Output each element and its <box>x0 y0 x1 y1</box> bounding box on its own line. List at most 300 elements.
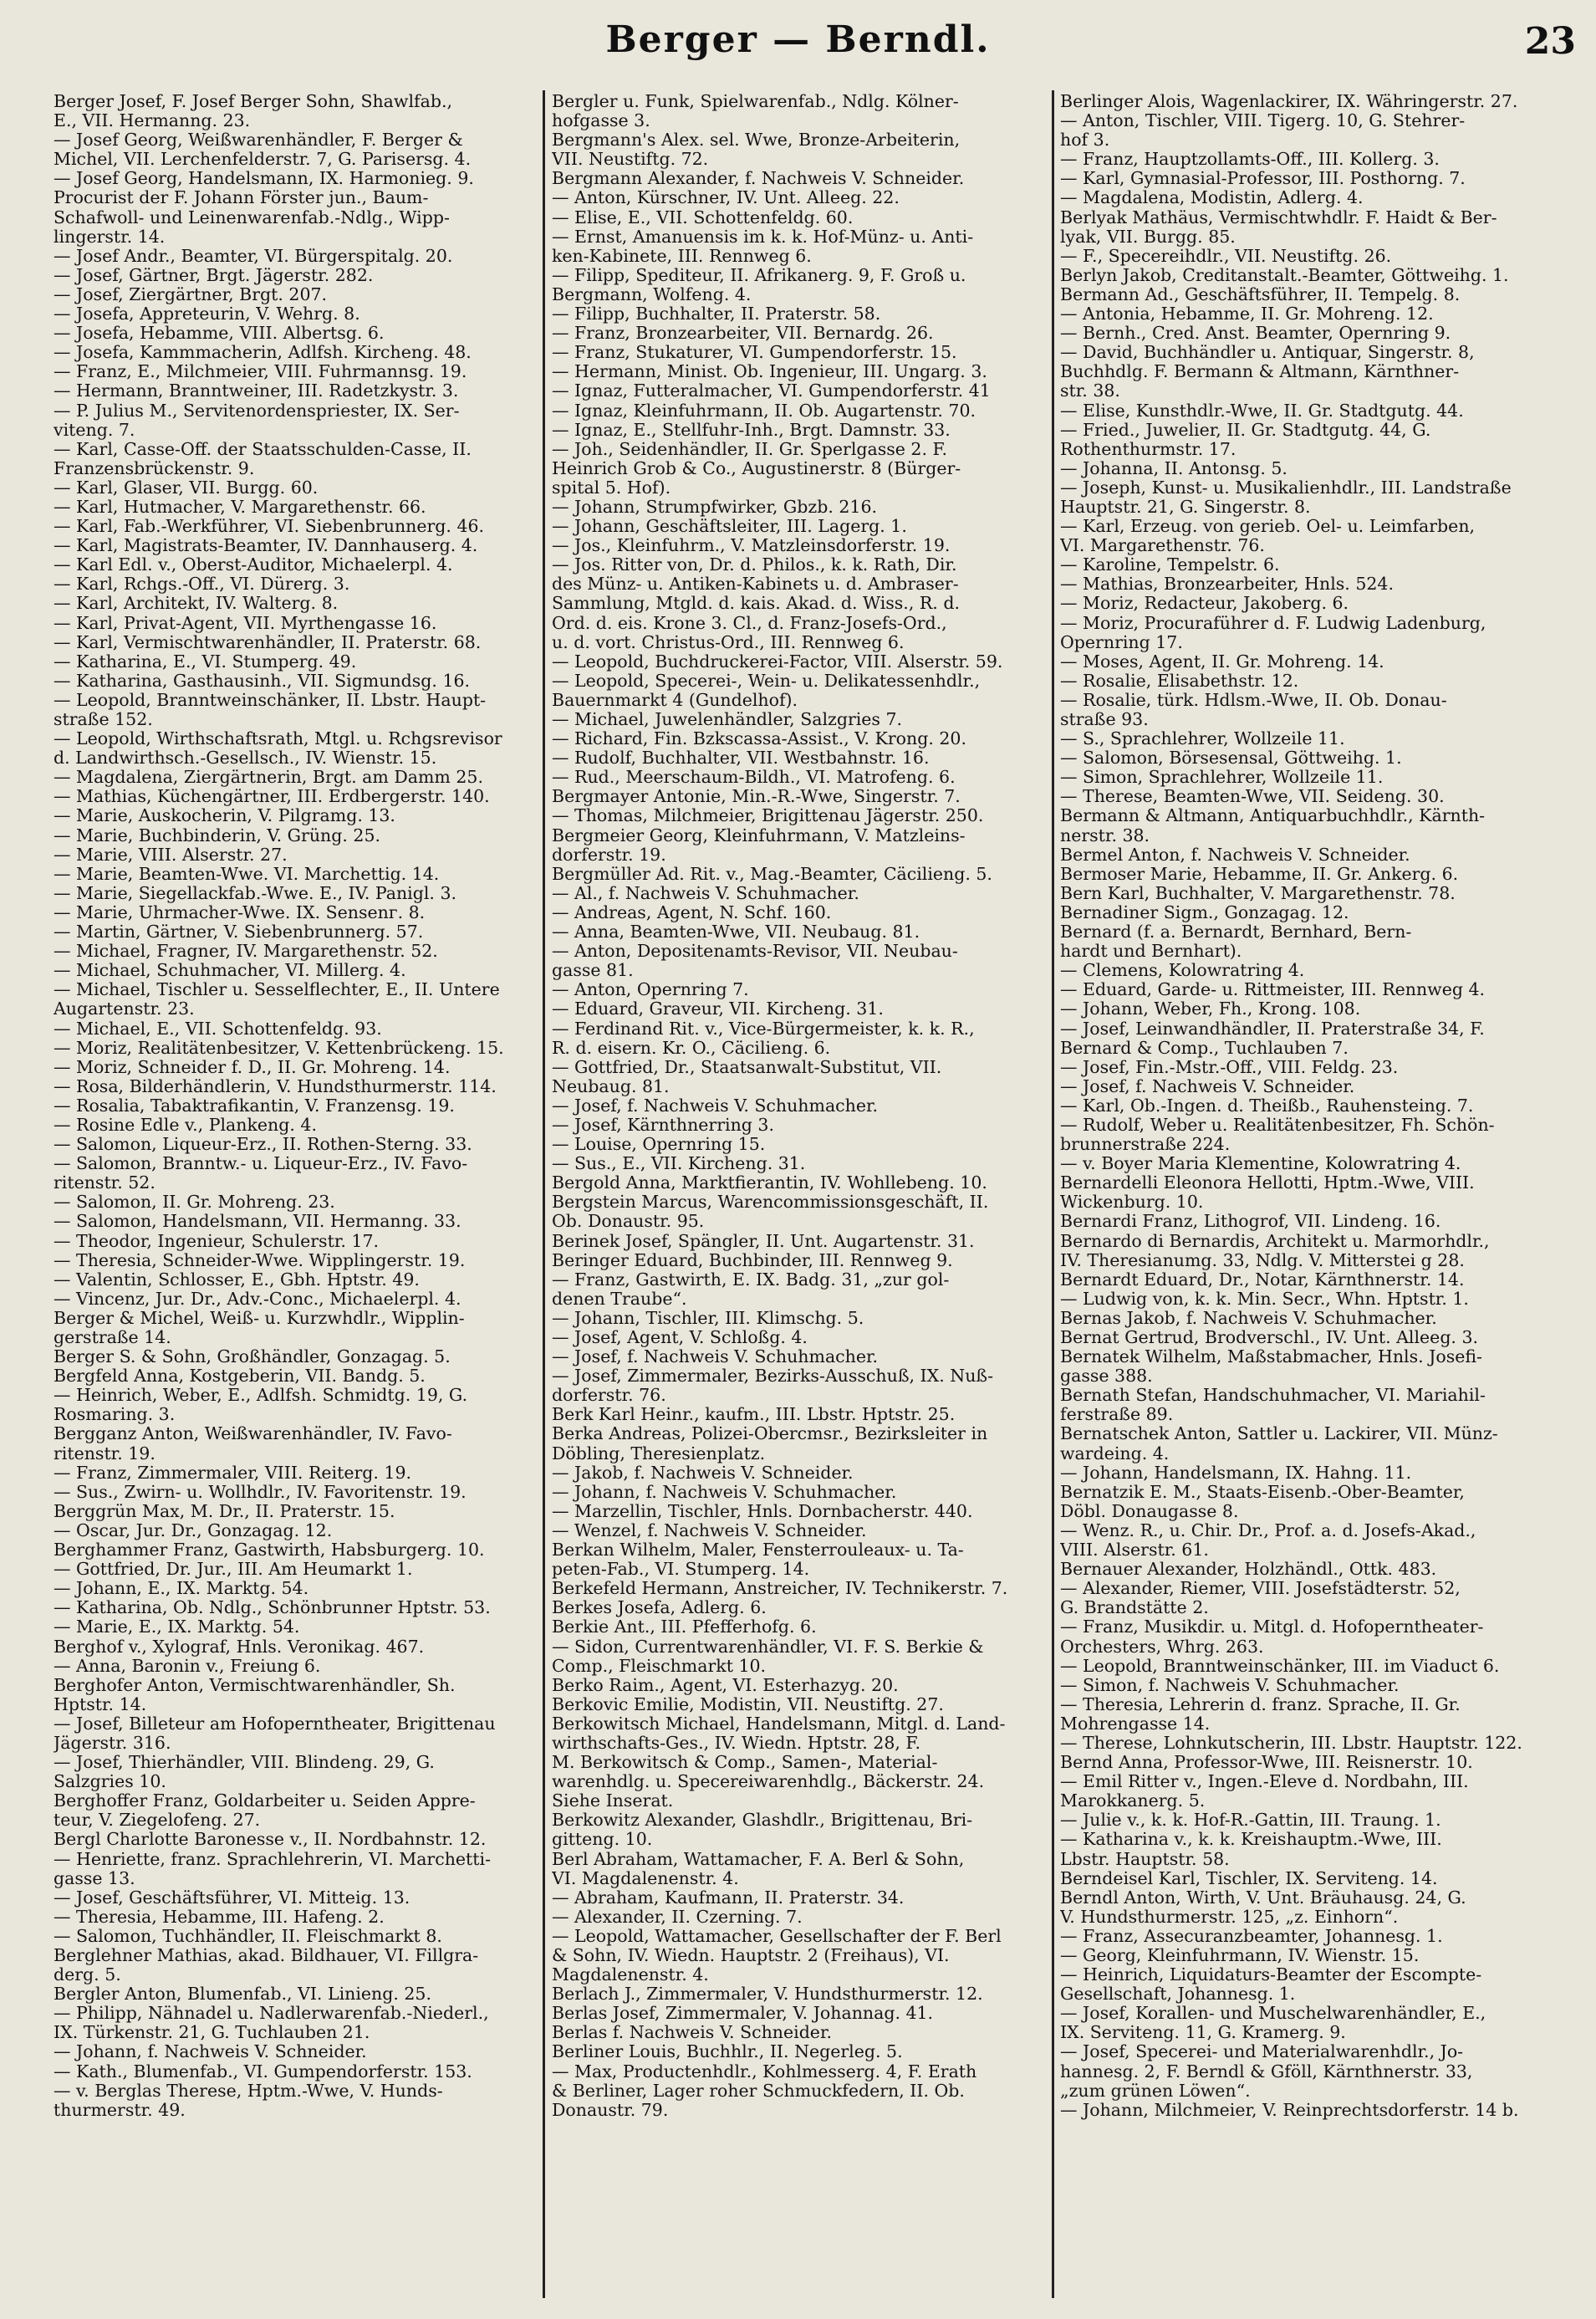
entry-line: — Karl, Gymnasial-Professor, III. Posthorng. 7. <box>1060 169 1466 189</box>
entry-line: Bergfeld Anna, Kostgeberin, VII. Bandg. 5. <box>54 1366 426 1387</box>
entry-line: Sammlung, Mtgld. d. kais. Akad. d. Wiss., R. d. <box>552 594 960 614</box>
entry-line: Berndl Anton, Wirth, V. Unt. Bräuhausg. 24, G. <box>1060 1887 1466 1908</box>
entry-line: Comp., Fleischmarkt 10. <box>552 1656 767 1676</box>
entry-line: — Josef Georg, Handelsmann, IX. Harmonieg. 9. <box>54 169 474 189</box>
entry-line: Bermann Ad., Geschäftsführer, II. Tempelg. 8. <box>1060 284 1461 304</box>
entry-line: Bernard (f. a. Bernardt, Bernhard, Bern- <box>1060 922 1412 942</box>
entry-line: — Jos. Ritter von, Dr. d. Philos., k. k. Rath, Dir. <box>552 555 957 575</box>
column-right <box>1060 92 1553 2308</box>
entry-line: — Josef, f. Nachweis V. Schuhmacher. <box>552 1347 879 1367</box>
entry-line: Berghofer Anton, Vermischtwarenhändler, Sh. <box>54 1675 456 1695</box>
entry-line: — Heinrich, Weber, E., Adlfsh. Schmidtg. 19, G. <box>54 1386 468 1406</box>
entry-line: — Georg, Kleinfuhrmann, IV. Wienstr. 15. <box>1060 1946 1420 1965</box>
entry-line: IX. Serviteng. 11, G. Kramerg. 9. <box>1060 2023 1346 2043</box>
entry-line: — Katharina, Ob. Ndlg., Schönbrunner Hptstr. 53. <box>54 1598 491 1618</box>
entry-line: Bergmüller Ad. Rit. v., Mag.-Beamter, Cäcilieng. 5. <box>552 864 992 884</box>
entry-line: — Ignaz, Futteralmacher, VI. Gumpendorferstr. 41 <box>552 381 991 401</box>
entry-line: R. d. eisern. Kr. O., Cäcilieng. 6. <box>552 1038 831 1058</box>
page-header <box>0 18 1596 69</box>
entry-line: — S., Sprachlehrer, Wollzeile 11. <box>1060 729 1345 749</box>
entry-line: viteng. 7. <box>54 420 135 440</box>
entry-line: Salzgries 10. <box>54 1772 166 1792</box>
entry-line: — Marie, VIII. Alserstr. 27. <box>54 845 288 865</box>
entry-line: — Alexander, Riemer, VIII. Josefstädterstr. 52, <box>1060 1579 1461 1599</box>
entry-line: G. Brandstätte 2. <box>1060 1598 1209 1618</box>
entry-line: — Salomon, Börsesensal, Göttweihg. 1. <box>1060 748 1402 769</box>
column-middle <box>552 92 1049 2308</box>
entry-line: Berlach J., Zimmermaler, V. Hundsthurmerstr. 12. <box>552 1984 983 2005</box>
entry-line: — Anton, Depositenamts-Revisor, VII. Neubau- <box>552 942 958 962</box>
entry-line: — Josef, Geschäftsführer, VI. Mitteig. 13. <box>54 1887 410 1908</box>
entry-line: — Moriz, Redacteur, Jakoberg. 6. <box>1060 594 1349 614</box>
entry-line: — Anton, Kürschner, IV. Unt. Alleeg. 22. <box>552 188 900 208</box>
entry-line: — Josef, Kärnthnerring 3. <box>552 1115 774 1135</box>
entry-line: — Franz, Hauptzollamts-Off., III. Kollerg. 3. <box>1060 150 1440 170</box>
entry-line: — Josef, Gärtner, Brgt. Jägerstr. 282. <box>54 265 374 285</box>
entry-line: — Louise, Opernring 15. <box>552 1135 766 1155</box>
entry-line: VII. Neustiftg. 72. <box>552 150 709 170</box>
entry-line: gasse 388. <box>1060 1366 1153 1387</box>
entry-line: — Johann, Geschäftsleiter, III. Lagerg. 1. <box>552 517 907 537</box>
entry-line: Bergler Anton, Blumenfab., VI. Linieng. 25. <box>54 1984 431 2005</box>
entry-line: Döbl. Donaugasse 8. <box>1060 1501 1239 1521</box>
entry-line: Michel, VII. Lerchenfelderstr. 7, G. Parisersg. 4. <box>54 150 472 170</box>
entry-line: — Moriz, Procuraführer d. F. Ludwig Ladenburg, <box>1060 613 1486 633</box>
entry-line: — Simon, Sprachlehrer, Wollzeile 11. <box>1060 768 1384 788</box>
entry-line: — Josef, Zimmermaler, Bezirks-Ausschuß, IX. Nuß- <box>552 1366 994 1387</box>
entry-line: — Oscar, Jur. Dr., Gonzagag. 12. <box>54 1520 333 1540</box>
entry-line: Berkes Josefa, Adlerg. 6. <box>552 1598 767 1618</box>
entry-line: — Karl, Fab.-Werkführer, VI. Siebenbrunnerg. 46. <box>54 517 485 537</box>
entry-line: — Leopold, Wirthschaftsrath, Mtgl. u. Rchgsrevisor <box>54 729 502 749</box>
entry-line: — Al., f. Nachweis V. Schuhmacher. <box>552 883 859 903</box>
entry-line: Rosmaring. 3. <box>54 1405 176 1425</box>
entry-line: — Josef, f. Nachweis V. Schuhmacher. <box>552 1096 879 1116</box>
entry-line: — Josefa, Appreteurin, V. Wehrg. 8. <box>54 304 360 324</box>
entry-line: ritenstr. 52. <box>54 1173 156 1193</box>
entry-line: Ob. Donaustr. 95. <box>552 1212 705 1232</box>
entry-line: — Theresia, Lehrerin d. franz. Sprache, II. Gr. <box>1060 1694 1461 1714</box>
entry-line: — Karl, Vermischtwarenhändler, II. Praterstr. 68. <box>54 632 482 652</box>
entry-line: Bernardo di Bernardis, Architekt u. Marmorhdlr., <box>1060 1231 1490 1251</box>
entry-line: — Johanna, II. Antonsg. 5. <box>1060 458 1288 478</box>
entry-line: — Gottfried, Dr., Staatsanwalt-Substitut, VII. <box>552 1057 942 1077</box>
entry-line: peten-Fab., VI. Stumperg. 14. <box>552 1560 810 1580</box>
entry-line: Jägerstr. 316. <box>54 1733 171 1753</box>
entry-line: Neubaug. 81. <box>552 1076 670 1096</box>
entry-line: — Gottfried, Dr. Jur., III. Am Heumarkt 1. <box>54 1560 413 1580</box>
column-divider <box>543 90 545 2298</box>
entry-line: — Ignaz, Kleinfuhrmann, II. Ob. Augartenstr. 70. <box>552 401 976 421</box>
entry-line: Berger & Michel, Weiß- u. Kurzwhdlr., Wipplin- <box>54 1308 465 1328</box>
entry-line: Berinek Josef, Spängler, II. Unt. Augartenstr. 31. <box>552 1231 975 1251</box>
entry-line: Hptstr. 14. <box>54 1694 147 1714</box>
entry-line: — Karl Edl. v., Oberst-Auditor, Michaelerpl. 4. <box>54 555 453 575</box>
entry-line: — Karl, Architekt, IV. Walterg. 8. <box>54 594 339 614</box>
entry-line: — Salomon, II. Gr. Mohreng. 23. <box>54 1193 335 1213</box>
entry-line: — Moriz, Realitätenbesitzer, V. Kettenbrückeng. 15. <box>54 1038 504 1058</box>
entry-line: — Franz, Musikdir. u. Mitgl. d. Hofoperntheater- <box>1060 1617 1484 1637</box>
entry-line: — Andreas, Agent, N. Schf. 160. <box>552 902 832 922</box>
entry-line: Berggrün Max, M. Dr., II. Praterstr. 15. <box>54 1501 395 1521</box>
entry-line: Bauernmarkt 4 (Gundelhof). <box>552 690 798 710</box>
entry-line: Bernath Stefan, Handschuhmacher, VI. Mariahil- <box>1060 1386 1486 1406</box>
entry-line: — Rudolf, Weber u. Realitätenbesitzer, Fh. Schön- <box>1060 1115 1495 1135</box>
entry-line: ritenstr. 19. <box>54 1443 156 1463</box>
entry-line: hardt und Bernhart). <box>1060 942 1242 962</box>
entry-line: — Kath., Blumenfab., VI. Gumpendorferstr. 153. <box>54 2061 472 2081</box>
entry-line: — Katharina, E., VI. Stumperg. 49. <box>54 651 357 672</box>
entry-line: Berliner Louis, Buchhlr., II. Negerleg. 5. <box>552 2042 903 2062</box>
entry-line: — Eduard, Garde- u. Rittmeister, III. Rennweg 4. <box>1060 980 1486 1000</box>
entry-line: — Michael, Tischler u. Sesselflechter, E., II. Untere <box>54 980 500 1000</box>
entry-line: — Karl, Casse-Off. der Staatsschulden-Casse, II. <box>54 439 472 459</box>
entry-line: straße 152. <box>54 710 153 729</box>
entry-line: Berlas f. Nachweis V. Schneider. <box>552 2023 833 2043</box>
entry-line: — David, Buchhändler u. Antiquar, Singerstr. 8, <box>1060 343 1475 363</box>
entry-line: — Marie, Beamten-Wwe. VI. Marchettig. 14. <box>54 864 440 884</box>
running-title: Berger — Berndl. <box>605 18 991 61</box>
entry-line: Siehe Inserat. <box>552 1791 674 1811</box>
entry-line: — Clemens, Kolowratring 4. <box>1060 961 1305 981</box>
entry-line: Berger S. & Sohn, Großhändler, Gonzagag. 5. <box>54 1347 451 1367</box>
entry-line: lingerstr. 14. <box>54 227 166 247</box>
entry-line: denen Traube“. <box>552 1289 687 1309</box>
entry-line: — Wenz. R., u. Chir. Dr., Prof. a. d. Josefs-Akad., <box>1060 1520 1476 1540</box>
entry-line: — Josef, Leinwandhändler, II. Praterstraße 34, F. <box>1060 1019 1485 1039</box>
entry-line: — Anton, Opernring 7. <box>552 980 749 1000</box>
entry-line: Bermann & Altmann, Antiquarbuchhdlr., Kärnth- <box>1060 806 1486 826</box>
entry-line: IX. Türkenstr. 21, G. Tuchlauben 21. <box>54 2023 370 2043</box>
entry-line: Bernardt Eduard, Dr., Notar, Kärnthnerstr. 14. <box>1060 1269 1465 1290</box>
entry-line: — Richard, Fin. Bzkscassa-Assist., V. Krong. 20. <box>552 729 966 749</box>
entry-line: — Karl, Rchgs.-Off., VI. Dürerg. 3. <box>54 575 350 595</box>
entry-line: dorferstr. 76. <box>552 1386 666 1406</box>
entry-line: Berkan Wilhelm, Maler, Fensterrouleaux- u. Ta- <box>552 1540 964 1560</box>
entry-line: — Johann, Handelsmann, IX. Hahng. 11. <box>1060 1463 1412 1483</box>
entry-line: Bergmann Alexander, f. Nachweis V. Schneider. <box>552 169 965 189</box>
entry-line: Bernauer Alexander, Holzhändl., Ottk. 483. <box>1060 1560 1437 1580</box>
entry-line: — Rosine Edle v., Plankeng. 4. <box>54 1115 317 1135</box>
entry-line: Bergmann, Wolfeng. 4. <box>552 284 752 304</box>
entry-line: gasse 81. <box>552 961 634 981</box>
entry-line: — Franz, Zimmermaler, VIII. Reiterg. 19. <box>54 1463 412 1483</box>
entry-line: Bergold Anna, Marktfierantin, IV. Wohllebeng. 10. <box>552 1173 987 1193</box>
entry-line: Berlas Josef, Zimmermaler, V. Johannag. 41. <box>552 2004 934 2024</box>
entry-line: — Ernst, Amanuensis im k. k. Hof-Münz- u. Anti- <box>552 227 974 247</box>
entry-line: — Jos., Kleinfuhrm., V. Matzleinsdorferstr. 19. <box>552 536 951 556</box>
entry-line: — Marie, Uhrmacher-Wwe. IX. Sensenг. 8. <box>54 902 426 922</box>
entry-line: dorferstr. 19. <box>552 845 666 865</box>
entry-line: Bergganz Anton, Weißwarenhändler, IV. Favo- <box>54 1424 452 1444</box>
entry-line: — Leopold, Specerei-, Wein- u. Delikatessenhdlr., <box>552 671 981 691</box>
entry-line: — Ludwig von, k. k. Min. Secr., Whn. Hptstr. 1. <box>1060 1289 1469 1309</box>
entry-line: brunnerstraße 224. <box>1060 1135 1231 1155</box>
entry-line: — Leopold, Buchdruckerei-Factor, VIII. Alserstr. 59. <box>552 651 1003 672</box>
entry-line: Bernard & Comp., Tuchlauben 7. <box>1060 1038 1349 1058</box>
entry-line: Berk Karl Heinr., kaufm., III. Lbstr. Hptstr. 25. <box>552 1405 956 1425</box>
entry-line: — Theodor, Ingenieur, Schulerstr. 17. <box>54 1231 379 1251</box>
entry-line: — Salomon, Branntw.- u. Liqueur-Erz., IV. Favo- <box>54 1154 468 1174</box>
entry-line: Marokkanerg. 5. <box>1060 1791 1206 1811</box>
entry-line: — Sus., E., VII. Kircheng. 31. <box>552 1154 806 1174</box>
entry-line: Ord. d. eis. Krone 3. Cl., d. Franz-Josefs-Ord., <box>552 613 947 633</box>
entry-line: — Franz, E., Milchmeier, VIII. Fuhrmannsg. 19. <box>54 362 467 382</box>
entry-line: — Karl, Privat-Agent, VII. Myrthengasse 16. <box>54 613 437 633</box>
entry-line: Wickenburg. 10. <box>1060 1193 1204 1213</box>
entry-line: Bergmeier Georg, Kleinfuhrmann, V. Matzleins- <box>552 825 966 845</box>
entry-line: — Salomon, Liqueur-Erz., II. Rothen-Sterng. 33. <box>54 1135 472 1155</box>
entry-line: — Josef, Thierhändler, VIII. Blindeng. 29, G. <box>54 1753 435 1773</box>
entry-line: spital 5. Hof). <box>552 478 671 498</box>
entry-line: — Josef, Agent, V. Schloßg. 4. <box>552 1328 808 1347</box>
entry-line: — Henriette, franz. Sprachlehrerin, VI. Marchetti- <box>54 1849 492 1869</box>
entry-line: & Berliner, Lager roher Schmuckfedern, II. Ob. <box>552 2081 965 2101</box>
entry-line: — Filipp, Spediteur, II. Afrikanerg. 9, F. Groß u. <box>552 265 966 285</box>
entry-line: — Josef, Fin.-Mstr.-Off., VIII. Feldg. 23. <box>1060 1057 1399 1077</box>
entry-line: — Karl, Glaser, VII. Burgg. 60. <box>54 478 319 498</box>
entry-line: — Vincenz, Jur. Dr., Adv.-Conc., Michaelerpl. 4. <box>54 1289 461 1309</box>
entry-line: — Marie, Siegellackfab.-Wwe. E., IV. Panigl. 3. <box>54 883 457 903</box>
entry-line: — Franz, Stukaturer, VI. Gumpendorferstr. 15. <box>552 343 957 363</box>
entry-line: Bergmayer Antonie, Min.-R.-Wwe, Singerstr. 7. <box>552 787 961 807</box>
entry-line: Bernatschek Anton, Sattler u. Lackirer, VII. Münz- <box>1060 1424 1498 1444</box>
entry-line: Bernd Anna, Professor-Wwe, III. Reisnerstr. 10. <box>1060 1753 1473 1773</box>
entry-line: Bernatek Wilhelm, Maßstabmacher, Hnls. Josefi- <box>1060 1347 1482 1367</box>
entry-line: — Heinrich, Liquidaturs-Beamter der Escompte- <box>1060 1965 1482 1985</box>
entry-line: — Therese, Beamten-Wwe, VII. Seideng. 30. <box>1060 787 1445 807</box>
entry-line: — Marzellin, Tischler, Hnls. Dornbacherstr. 440. <box>552 1501 973 1521</box>
entry-line: — Moriz, Schneider f. D., II. Gr. Mohreng. 14. <box>54 1057 451 1077</box>
entry-line: — Sus., Zwirn- u. Wollhdlr., IV. Favoritenstr. 19. <box>54 1482 467 1502</box>
entry-line: gerstraße 14. <box>54 1328 171 1347</box>
entry-line: Bermoser Marie, Hebamme, II. Gr. Ankerg. 6. <box>1060 864 1459 884</box>
entry-line: Berlinger Alois, Wagenlackirer, IX. Währingerstr. 27. <box>1060 92 1518 111</box>
entry-line: V. Hundsthurmerstr. 125, „z. Einhorn“. <box>1060 1907 1399 1927</box>
entry-line: wardeing. 4. <box>1060 1443 1170 1463</box>
entry-line: — Josef, Ziergärtner, Brgt. 207. <box>54 284 328 304</box>
entry-line: — Magdalena, Ziergärtnerin, Brgt. am Damm 25. <box>54 768 483 788</box>
column-left <box>54 92 534 2308</box>
entry-line: — Johann, Tischler, III. Klimschg. 5. <box>552 1308 864 1328</box>
entry-line: — Leopold, Branntweinschänker, III. im Viaduct 6. <box>1060 1656 1500 1676</box>
entry-line: — Josef Georg, Weißwarenhändler, F. Berger & <box>54 130 463 151</box>
entry-line: Hauptstr. 21, G. Singerstr. 8. <box>1060 497 1311 517</box>
entry-line: — Moses, Agent, II. Gr. Mohreng. 14. <box>1060 651 1384 672</box>
entry-line: — Bernh., Cred. Anst. Beamter, Opernring 9. <box>1060 324 1451 344</box>
entry-line: — P. Julius M., Servitenordenspriester, IX. Ser- <box>54 401 460 421</box>
entry-line: — Thomas, Milchmeier, Brigittenau Jägerstr. 250. <box>552 806 984 826</box>
entry-line: — Josefa, Kammmacherin, Adlfsh. Kircheng. 48. <box>54 343 472 363</box>
entry-line: wirthschafts-Ges., IV. Wiedn. Hptstr. 28, F. <box>552 1733 920 1753</box>
entry-line: Berghammer Franz, Gastwirth, Habsburgerg. 10. <box>54 1540 485 1560</box>
entry-line: — Johann, f. Nachweis V. Schuhmacher. <box>552 1482 897 1502</box>
entry-line: — Rosa, Bilderhändlerin, V. Hundsthurmerstr. 114. <box>54 1076 497 1096</box>
entry-line: Bernardelli Eleonora Hellotti, Hptm.-Wwe, VIII. <box>1060 1173 1475 1193</box>
entry-line: — Leopold, Wattamacher, Gesellschafter der F. Berl <box>552 1926 1002 1946</box>
entry-line: Mohrengasse 14. <box>1060 1714 1211 1734</box>
entry-line: d. Landwirthsch.-Gesellsch., IV. Wienstr. 15. <box>54 748 437 769</box>
entry-line: — Johann, E., IX. Marktg. 54. <box>54 1579 309 1599</box>
entry-line: Gesellschaft, Johannesg. 1. <box>1060 1984 1296 2005</box>
entry-line: — Johann, Weber, Fh., Krong. 108. <box>1060 999 1361 1019</box>
entry-line: Berlyak Mathäus, Vermischtwhdlr. F. Haidt & Ber- <box>1060 207 1497 227</box>
page-number: 23 <box>1524 20 1576 63</box>
entry-line: Augartenstr. 23. <box>54 999 195 1019</box>
entry-line: — Johann, f. Nachweis V. Schneider. <box>54 2042 367 2062</box>
entry-line: — Wenzel, f. Nachweis V. Schneider. <box>552 1520 867 1540</box>
entry-line: Bergl Charlotte Baronesse v., II. Nordbahnstr. 12. <box>54 1830 487 1850</box>
entry-line: VI. Margarethenstr. 76. <box>1060 536 1265 556</box>
entry-line: — Alexander, II. Czerning. 7. <box>552 1907 803 1927</box>
entry-line: M. Berkowitsch & Comp., Samen-, Material- <box>552 1753 938 1773</box>
entry-line: Berglehner Mathias, akad. Bildhauer, VI. Fillgra- <box>54 1946 479 1965</box>
entry-line: Berndeisel Karl, Tischler, IX. Serviteng. 14. <box>1060 1868 1438 1888</box>
entry-line: — Anna, Baronin v., Freiung 6. <box>54 1656 321 1676</box>
entry-line: — Joseph, Kunst- u. Musikalienhdlr., III. Landstraße <box>1060 478 1512 498</box>
entry-line: Magdalenenstr. 4. <box>552 1965 709 1985</box>
entry-line: — Rosalie, türk. Hdlsm.-Wwe, II. Ob. Donau- <box>1060 690 1447 710</box>
entry-line: Bern Karl, Buchhalter, V. Margarethenstr. 78. <box>1060 883 1456 903</box>
entry-line: Rothenthurmstr. 17. <box>1060 439 1237 459</box>
entry-line: ken-Kabinete, III. Rennweg 6. <box>552 246 812 266</box>
entry-line: — Josef, f. Nachweis V. Schneider. <box>1060 1076 1355 1096</box>
entry-line: Bernatzik E. M., Staats-Eisenb.-Ober-Beamter, <box>1060 1482 1465 1502</box>
entry-line: Beringer Eduard, Buchbinder, III. Rennweg 9. <box>552 1250 953 1270</box>
entry-line: — Hermann, Minist. Ob. Ingenieur, III. Ungarg. 3. <box>552 362 987 382</box>
entry-line: — Marie, Auskocherin, V. Pilgramg. 13. <box>54 806 395 826</box>
entry-line: — Michael, Fragner, IV. Margarethenstr. 52. <box>54 942 438 962</box>
entry-line: — Therese, Lohnkutscherin, III. Lbstr. Hauptstr. 122. <box>1060 1733 1522 1753</box>
entry-line: Bergler u. Funk, Spielwarenfab., Ndlg. Kölner- <box>552 92 959 111</box>
entry-line: — Magdalena, Modistin, Adlerg. 4. <box>1060 188 1364 208</box>
entry-line: Berko Raim., Agent, VI. Esterhazyg. 20. <box>552 1675 899 1695</box>
entry-line: Berka Andreas, Polizei-Obercmsr., Bezirksleiter in <box>552 1424 988 1444</box>
entry-line: — Joh., Seidenhändler, II. Gr. Sperlgasse 2. F. <box>552 439 948 459</box>
entry-line: — Ignaz, E., Stellfuhr-Inh., Brgt. Damnstr. 33. <box>552 420 951 440</box>
entry-line: — Mathias, Bronzearbeiter, Hnls. 524. <box>1060 575 1394 595</box>
entry-line: — Salomon, Handelsmann, VII. Hermanng. 33. <box>54 1212 461 1232</box>
entry-line: — Karl, Ob.-Ingen. d. Theißb., Rauhensteing. 7. <box>1060 1096 1474 1116</box>
entry-line: — Marie, E., IX. Marktg. 54. <box>54 1617 300 1637</box>
entry-line: Berkefeld Hermann, Anstreicher, IV. Technikerstr. 7. <box>552 1579 1008 1599</box>
entry-line: VI. Magdalenenstr. 4. <box>552 1868 739 1888</box>
entry-line: Franzensbrückenstr. 9. <box>54 458 255 478</box>
entry-line: Berghof v., Xylograf, Hnls. Veronikag. 467. <box>54 1637 425 1657</box>
entry-line: Buchhdlg. F. Bermann & Altmann, Kärnthner- <box>1060 362 1460 382</box>
entry-line: teur, V. Ziegelofeng. 27. <box>54 1811 261 1831</box>
entry-line: gasse 13. <box>54 1868 135 1888</box>
entry-line: — Max, Productenhdlr., Kohlmesserg. 4, F. Erath <box>552 2061 977 2081</box>
entry-line: — Katharina, Gasthausinh., VII. Sigmundsg. 16. <box>54 671 471 691</box>
column-divider <box>1052 90 1054 2298</box>
entry-line: — Hermann, Branntweiner, III. Radetzkystr. 3. <box>54 381 459 401</box>
entry-line: Heinrich Grob & Co., Augustinerstr. 8 (Bürger- <box>552 458 961 478</box>
entry-line: Donaustr. 79. <box>552 2100 669 2120</box>
entry-line: — Karoline, Tempelstr. 6. <box>1060 555 1280 575</box>
entry-line: — Leopold, Branntweinschänker, II. Lbstr. Haupt- <box>54 690 487 710</box>
entry-line: Lbstr. Hauptstr. 58. <box>1060 1849 1230 1869</box>
entry-line: — Salomon, Tuchhändler, II. Fleischmarkt 8. <box>54 1926 442 1946</box>
entry-line: — Anton, Tischler, VIII. Tigerg. 10, G. Stehrer- <box>1060 111 1466 131</box>
entry-line: Bernas Jakob, f. Nachweis V. Schuhmacher. <box>1060 1308 1437 1328</box>
entry-line: hofgasse 3. <box>552 111 650 131</box>
entry-line: — Philipp, Nähnadel u. Nadlerwarenfab.-Niederl., <box>54 2004 489 2024</box>
entry-line: warenhdlg. u. Specereiwarenhdlg., Bäckerstr. 24. <box>552 1772 985 1792</box>
entry-line: — Emil Ritter v., Ingen.-Eleve d. Nordbahn, III. <box>1060 1772 1469 1792</box>
entry-line: Berkowitz Alexander, Glashdlr., Brigittenau, Bri- <box>552 1811 973 1831</box>
entry-line: — Johann, Strumpfwirker, Gbzb. 216. <box>552 497 878 517</box>
entry-line: — Franz, Assecuranzbeamter, Johannesg. 1. <box>1060 1926 1443 1946</box>
entry-line: — Martin, Gärtner, V. Siebenbrunnerg. 57. <box>54 922 424 942</box>
entry-line: — Michael, Juwelenhändler, Salzgries 7. <box>552 710 903 729</box>
entry-line: Orchesters, Whrg. 263. <box>1060 1637 1264 1657</box>
entry-line: — Simon, f. Nachweis V. Schuhmacher. <box>1060 1675 1400 1695</box>
entry-line: — Marie, Buchbinderin, V. Grüng. 25. <box>54 825 381 845</box>
entry-line: str. 38. <box>1060 381 1120 401</box>
entry-line: — Rudolf, Buchhalter, VII. Westbahnstr. 16. <box>552 748 930 769</box>
entry-line: Berl Abraham, Wattamacher, F. A. Berl & Sohn, <box>552 1849 965 1869</box>
entry-line: Döbling, Theresienplatz. <box>552 1443 766 1463</box>
entry-line: — Rosalia, Tabaktrafikantin, V. Franzensg. 19. <box>54 1096 455 1116</box>
entry-line: — Karl, Magistrats-Beamter, IV. Dannhauserg. 4. <box>54 536 478 556</box>
entry-line: hof 3. <box>1060 130 1110 151</box>
entry-line: VIII. Alserstr. 61. <box>1060 1540 1209 1560</box>
entry-line: nerstr. 38. <box>1060 825 1150 845</box>
entry-line: — Elise, Kunsthdlr.-Wwe, II. Gr. Stadtgutg. 44. <box>1060 401 1464 421</box>
entry-line: & Sohn, IV. Wiedn. Hauptstr. 2 (Freihaus), VI. <box>552 1946 950 1965</box>
entry-line: — v. Boyer Maria Klementine, Kolowratring 4. <box>1060 1154 1461 1174</box>
entry-line: — F., Specereihdlr., VII. Neustiftg. 26. <box>1060 246 1392 266</box>
entry-line: des Münz- u. Antiken-Kabinets u. d. Ambraser- <box>552 575 959 595</box>
entry-line: — Fried., Juwelier, II. Gr. Stadtgutg. 44, G. <box>1060 420 1431 440</box>
entry-line: — Sidon, Currentwarenhändler, VI. F. S. Berkie & <box>552 1637 984 1657</box>
entry-line: — Rud., Meerschaum-Bildh., VI. Matrofeng. 6. <box>552 768 956 788</box>
entry-line: Berkowitsch Michael, Handelsmann, Mitgl. d. Land- <box>552 1714 1006 1734</box>
entry-line: — Filipp, Buchhalter, II. Praterstr. 58. <box>552 304 881 324</box>
entry-line: Bergstein Marcus, Warencommissionsgeschäft, II. <box>552 1193 989 1213</box>
entry-line: — Karl, Hutmacher, V. Margarethenstr. 66. <box>54 497 426 517</box>
entry-line: gitteng. 10. <box>552 1830 653 1850</box>
entry-line: Berkovic Emilie, Modistin, VII. Neustiftg. 27. <box>552 1694 944 1714</box>
entry-line: — Julie v., k. k. Hof-R.-Gattin, III. Traung. 1. <box>1060 1811 1441 1831</box>
entry-line: Bernadiner Sigm., Gonzagag. 12. <box>1060 902 1349 922</box>
entry-line: — Franz, Bronzearbeiter, VII. Bernardg. 26. <box>552 324 934 344</box>
entry-line: — Theresia, Schneider-Wwe. Wipplingerstr. 19. <box>54 1250 466 1270</box>
entry-line: straße 93. <box>1060 710 1149 729</box>
entry-line: — Josefa, Hebamme, VIII. Albertsg. 6. <box>54 324 385 344</box>
entry-line: thurmerstr. 49. <box>54 2100 186 2120</box>
entry-line: — Rosalie, Elisabethstr. 12. <box>1060 671 1299 691</box>
entry-line: u. d. vort. Christus-Ord., III. Rennweg 6. <box>552 632 905 652</box>
entry-line: Berkie Ant., III. Pfefferhofg. 6. <box>552 1617 817 1637</box>
entry-line: — Antonia, Hebamme, II. Gr. Mohreng. 12. <box>1060 304 1434 324</box>
entry-line: — Valentin, Schlosser, E., Gbh. Hptstr. 49. <box>54 1269 420 1290</box>
entry-line: — Anna, Beamten-Wwe, VII. Neubaug. 81. <box>552 922 920 942</box>
entry-line: Berghoffer Franz, Goldarbeiter u. Seiden Appre- <box>54 1791 476 1811</box>
entry-line: — Josef, Specerei- und Materialwarenhdlr., Jo- <box>1060 2042 1464 2062</box>
entry-line: Bergmann's Alex. sel. Wwe, Bronze-Arbeiterin, <box>552 130 961 151</box>
entry-line: Bernardi Franz, Lithogrof, VII. Lindeng. 16. <box>1060 1212 1441 1232</box>
entry-line: „zum grünen Löwen“. <box>1060 2081 1251 2101</box>
entry-line: — Josef, Korallen- und Muschelwarenhändler, E., <box>1060 2004 1486 2024</box>
entry-line: Bernat Gertrud, Brodverschl., IV. Unt. Alleeg. 3. <box>1060 1328 1479 1347</box>
entry-line: ferstraße 89. <box>1060 1405 1174 1425</box>
entry-line: hannesg. 2, F. Berndl & Gföll, Kärnthnerstr. 33, <box>1060 2061 1473 2081</box>
entry-line: — Ferdinand Rit. v., Vice-Bürgermeister, k. k. R., <box>552 1019 975 1039</box>
entry-line: — Michael, E., VII. Schottenfeldg. 93. <box>54 1019 382 1039</box>
entry-line: — Jakob, f. Nachweis V. Schneider. <box>552 1463 854 1483</box>
